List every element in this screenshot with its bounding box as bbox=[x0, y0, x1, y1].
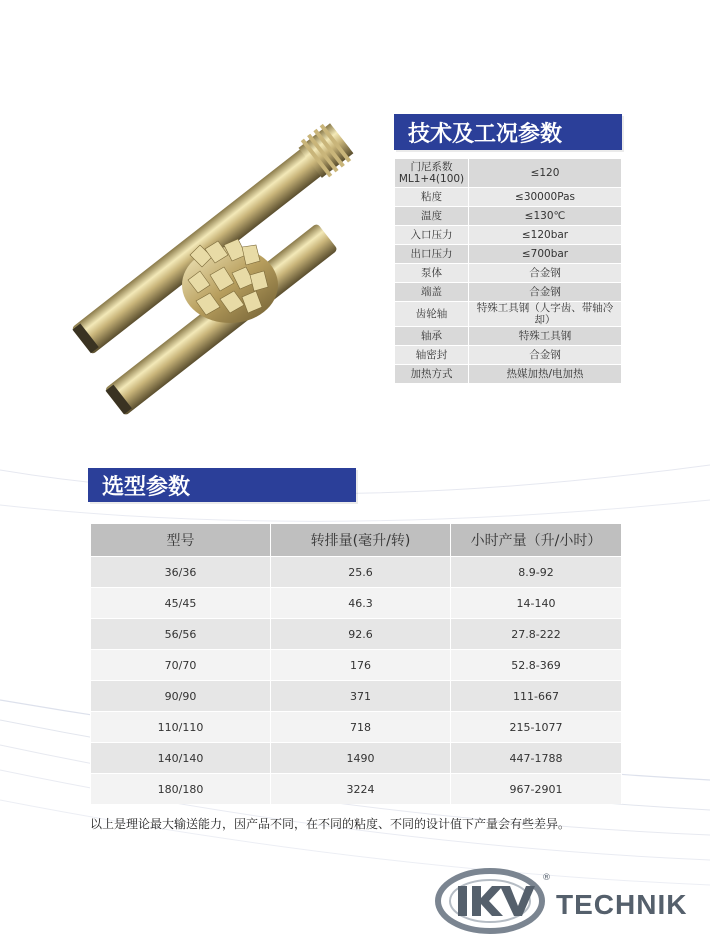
selection-params-table bbox=[90, 523, 622, 804]
model-cell: 90/90 bbox=[91, 681, 271, 712]
displacement-cell: 46.3 bbox=[271, 588, 451, 619]
table-row bbox=[91, 712, 622, 743]
tech-params-title: 技术及工况参数 bbox=[408, 121, 563, 147]
hourly-output-cell: 967-2901 bbox=[451, 774, 622, 805]
tech-param-key: 轴密封 bbox=[395, 346, 469, 365]
tech-param-row bbox=[395, 302, 622, 327]
tech-param-key: 粘度 bbox=[395, 188, 469, 207]
hourly-output-cell: 111-667 bbox=[451, 681, 622, 712]
model-cell: 45/45 bbox=[91, 588, 271, 619]
table-row bbox=[91, 557, 622, 588]
tech-param-key: 门尼系数 ML1+4(100) bbox=[395, 159, 469, 188]
column-header-displacement: 转排量(毫升/转) bbox=[271, 524, 451, 557]
model-cell: 180/180 bbox=[91, 774, 271, 805]
registered-mark: ® bbox=[542, 873, 551, 883]
logo-wordmark: TECHNIK bbox=[556, 889, 688, 920]
column-header-hourly-output: 小时产量（升/小时） bbox=[451, 524, 622, 557]
tech-params-header bbox=[394, 114, 622, 150]
displacement-cell: 92.6 bbox=[271, 619, 451, 650]
tech-param-value: ≤130℃ bbox=[469, 207, 622, 226]
column-header-model: 型号 bbox=[91, 524, 271, 557]
model-cell: 56/56 bbox=[91, 619, 271, 650]
selection-params-title: 选型参数 bbox=[102, 474, 191, 500]
footnote: 以上是理论最大输送能力，因产品不同，在不同的粘度、不同的设计值下产量会有些差异。 bbox=[90, 817, 571, 831]
tech-param-key: 入口压力 bbox=[395, 226, 469, 245]
hourly-output-cell: 447-1788 bbox=[451, 743, 622, 774]
tech-param-value: 特殊工具钢（人字齿、带轴冷却） bbox=[469, 302, 622, 327]
tech-param-value: ≤700bar bbox=[469, 245, 622, 264]
model-cell: 36/36 bbox=[91, 557, 271, 588]
tech-param-key: 轴承 bbox=[395, 327, 469, 346]
model-cell: 110/110 bbox=[91, 712, 271, 743]
displacement-cell: 718 bbox=[271, 712, 451, 743]
tech-param-row bbox=[395, 159, 622, 188]
tech-param-row bbox=[395, 188, 622, 207]
selection-params-header bbox=[88, 468, 356, 502]
hourly-output-cell: 215-1077 bbox=[451, 712, 622, 743]
tech-param-row bbox=[395, 365, 622, 384]
model-cell: 70/70 bbox=[91, 650, 271, 681]
tech-param-row bbox=[395, 245, 622, 264]
tech-param-key: 加热方式 bbox=[395, 365, 469, 384]
tech-param-key: 出口压力 bbox=[395, 245, 469, 264]
tech-param-key: 泵体 bbox=[395, 264, 469, 283]
hourly-output-cell: 8.9-92 bbox=[451, 557, 622, 588]
displacement-cell: 371 bbox=[271, 681, 451, 712]
hourly-output-cell: 27.8-222 bbox=[451, 619, 622, 650]
tech-param-row bbox=[395, 226, 622, 245]
tech-param-row bbox=[395, 346, 622, 365]
tech-param-row bbox=[395, 264, 622, 283]
hourly-output-cell: 14-140 bbox=[451, 588, 622, 619]
table-row bbox=[91, 743, 622, 774]
table-row bbox=[91, 681, 622, 712]
selection-table-header-row bbox=[91, 524, 622, 557]
tech-params-table bbox=[394, 158, 622, 384]
table-row bbox=[91, 650, 622, 681]
gear-shaft-product-image bbox=[55, 100, 395, 430]
tech-param-row bbox=[395, 207, 622, 226]
tech-param-value: 合金钢 bbox=[469, 346, 622, 365]
tech-param-value: 合金钢 bbox=[469, 264, 622, 283]
displacement-cell: 3224 bbox=[271, 774, 451, 805]
tech-param-value: ≤30000Pas bbox=[469, 188, 622, 207]
tech-param-value: ≤120bar bbox=[469, 226, 622, 245]
table-row bbox=[91, 774, 622, 805]
tech-param-value: 特殊工具钢 bbox=[469, 327, 622, 346]
tech-param-row bbox=[395, 283, 622, 302]
table-row bbox=[91, 619, 622, 650]
displacement-cell: 176 bbox=[271, 650, 451, 681]
table-row bbox=[91, 588, 622, 619]
displacement-cell: 25.6 bbox=[271, 557, 451, 588]
model-cell: 140/140 bbox=[91, 743, 271, 774]
hourly-output-cell: 52.8-369 bbox=[451, 650, 622, 681]
tech-param-value: 合金钢 bbox=[469, 283, 622, 302]
tech-param-row bbox=[395, 327, 622, 346]
tech-param-value: 热媒加热/电加热 bbox=[469, 365, 622, 384]
displacement-cell: 1490 bbox=[271, 743, 451, 774]
tech-param-value: ≤120 bbox=[469, 159, 622, 188]
tech-param-key: 温度 bbox=[395, 207, 469, 226]
tech-param-key: 端盖 bbox=[395, 283, 469, 302]
tech-param-key: 齿轮轴 bbox=[395, 302, 469, 327]
